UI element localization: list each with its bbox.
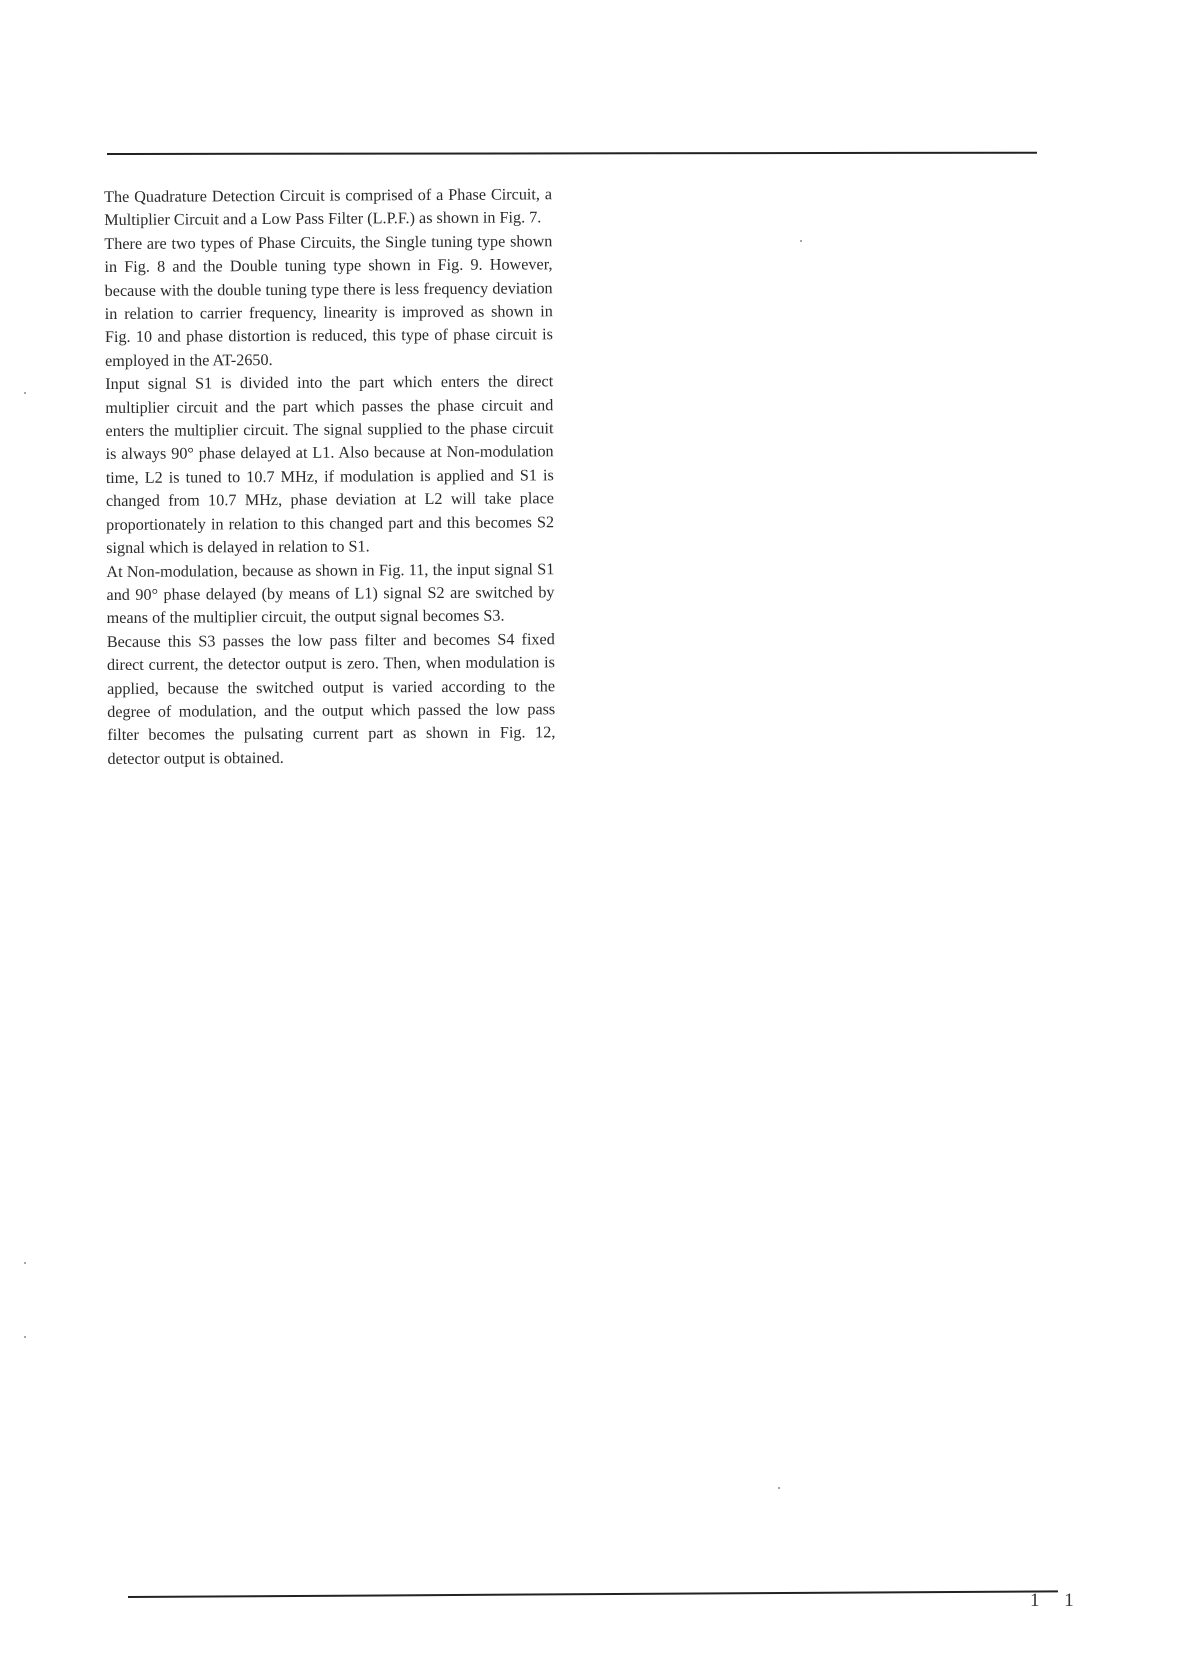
bottom-rule (128, 1590, 1058, 1598)
paragraph-input-signal: Input signal S1 is divided into the part which enters the direct multiplier circuit and the part which passes the phase circuit and enters the multiplier circuit. The signal supplied to the phase circuit is always 90° phase delayed at L1. Also because at Non-modulation time, L2 is tuned to 10.7 MHz, if modulation is applied and S1 is changed from 10.7 MHz, phase deviation at L2 will take place proportionately in relation to this changed part and this becomes S2 signal which is delayed in relation to S1. (105, 372, 555, 558)
paragraph-quadrature-intro: The Quadrature Detection Circuit is comprised of a Phase Circuit, a Multiplier Circuit and a Low Pass Filter (L.P.F.) as shown in Fig. 7. (104, 185, 553, 230)
paragraph-detector-output: Because this S3 passes the low pass filter and becomes S4 fixed direct current, the detector output is zero. Then, when modulation is applied, because the switched output is varied according to the degree of modulation, and the output which passed the low pass filter becomes the pulsating current part as shown in Fig. 12, detector output is obtained. (106, 629, 556, 768)
paragraph-non-modulation: At Non-modulation, because as shown in Fig. 11, the input signal S1 and 90° phase delayed (by means of L1) signal S2 are switched by means of the multiplier circuit, the output signal becomes S3. (106, 559, 555, 628)
body-text (104, 183, 556, 771)
scan-speck (24, 1336, 26, 1338)
scan-speck (24, 392, 26, 394)
page-number: 1 1 (1030, 1590, 1084, 1611)
top-rule (107, 152, 1037, 155)
scan-speck (24, 1262, 26, 1264)
scan-speck (800, 240, 802, 242)
scan-speck (778, 1487, 780, 1489)
paragraph-phase-circuit-types: There are two types of Phase Circuits, the Single tuning type shown in Fig. 8 and the Double tuning type shown in Fig. 9. However, because with the double tuning type there is less frequency deviation in relation to carrier frequency, linearity is improved as shown in Fig. 10 and phase distortion is reduced, this type of phase circuit is employed in the AT-2650. (104, 232, 553, 370)
